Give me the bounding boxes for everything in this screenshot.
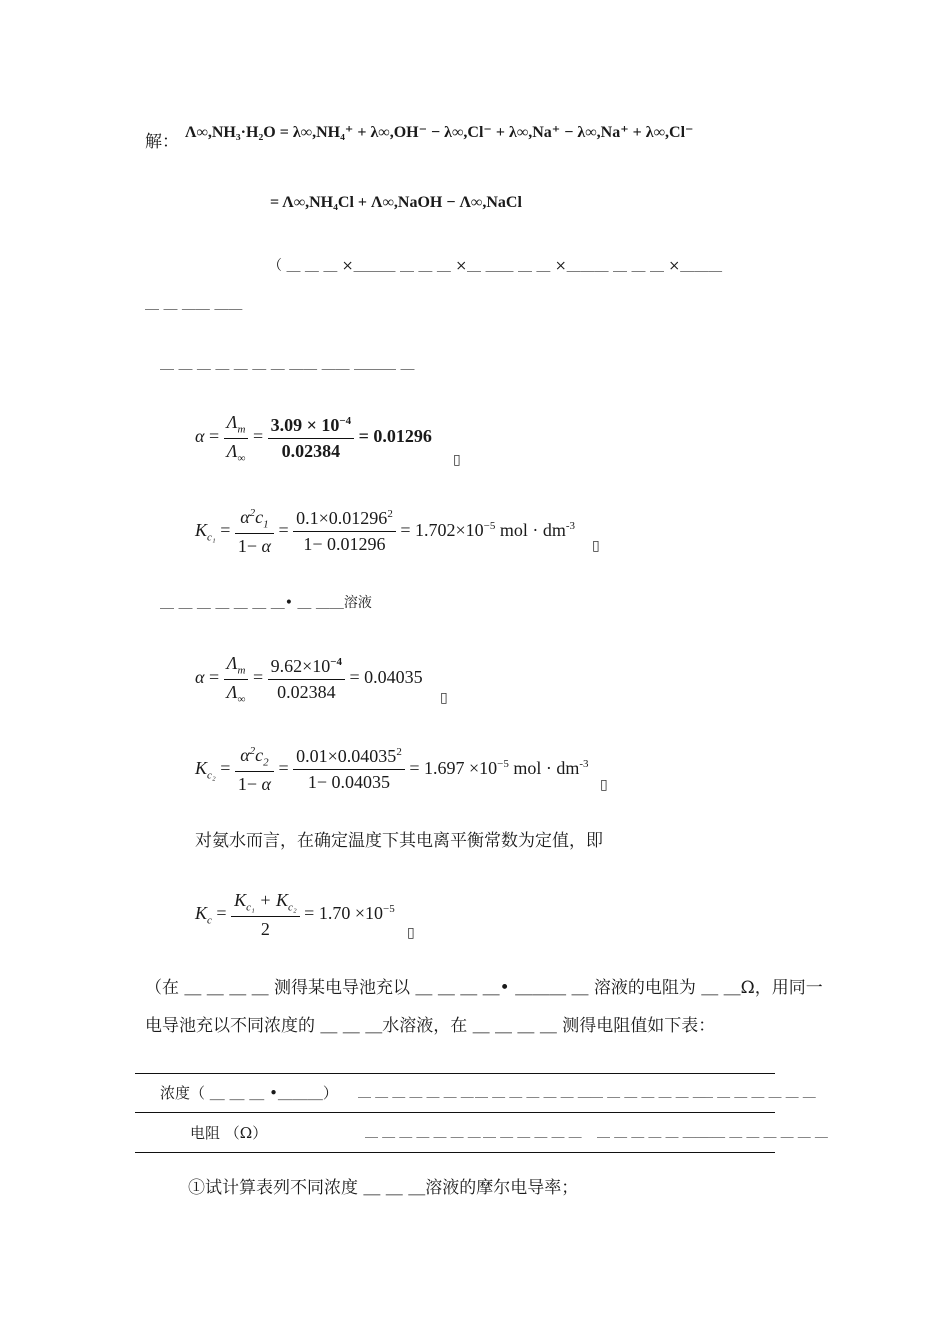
table-cell: ＿ ＿ ＿ ＿ ＿ ＿ ＿: [475, 1085, 591, 1100]
kc2-unit-exponent: -3: [579, 757, 589, 770]
ionization-constant-statement: 对氨水而言，在确定温度下其电离平衡常数为定值，即: [195, 831, 603, 851]
garbled-calculation-line-1: （ ＿ ＿ ＿ ×＿＿＿ ＿ ＿ ＿ ×＿ ＿＿ ＿ ＿ ×＿＿＿ ＿ ＿ ＿ ×＿＿＿: [268, 258, 723, 274]
paragraph-mark: ▯: [407, 925, 415, 941]
kc1-unit: mol · dm: [499, 519, 566, 540]
table-row-resistance-label: 电阻 （Ω）: [190, 1124, 268, 1142]
garbled-calculation-line-2: ＿ ＿ ＿＿ ＿＿: [145, 296, 243, 312]
alpha2-result: = 0.04035: [349, 667, 423, 688]
limiting-molar-conductivity-equation: Λ∞,NH₃·H₂O = λ∞,NH₄⁺ + λ∞,OH⁻ − λ∞,Cl⁻ + λ∞,Na⁺ − λ∞,Na⁺ + λ∞,Cl⁻: [185, 124, 694, 141]
alpha2-numerator-exponent: −4: [330, 655, 343, 668]
kc1-denominator: 1− 0.01296: [303, 534, 386, 555]
table-cell: ＿ ＿ ＿ ＿ ＿ ＿ ＿: [365, 1125, 481, 1140]
table-row-concentration-label: 浓度（ ＿ ＿ ＿ •＿＿＿）: [160, 1084, 338, 1102]
paragraph-mark: ▯: [592, 538, 600, 554]
kc2-unit: mol · dm: [513, 757, 580, 778]
kc1-numerator: 0.1×0.01296: [296, 508, 388, 529]
table-top-rule: [135, 1073, 775, 1074]
alpha2-numerator: 9.62×10: [270, 655, 331, 676]
table-cell: ＿ ＿ ＿ ＿ ＿ ＿ ＿ ＿: [695, 1125, 828, 1140]
alpha-equation-1: α = $\frac{\Lambda_m}{\Lambda_\infty}$ = $\frac{3.09 \times 10^{-4}}{0.02384}$ = 0.01296: [195, 412, 432, 465]
kc2-result: = 1.697 ×10: [409, 757, 498, 778]
kc2-denominator: 1− 0.04035: [307, 772, 391, 793]
kc2-exponent: −5: [497, 757, 509, 770]
alpha1-denominator: 0.02384: [281, 440, 341, 461]
alpha1-numerator: 3.09 × 10: [270, 414, 340, 435]
table-cell: ＿ ＿ ＿ ＿ ＿ ＿ ＿: [358, 1085, 474, 1100]
alpha1-numerator-exponent: −4: [339, 414, 352, 427]
kc1-exponent: −5: [483, 519, 496, 532]
table-cell: ＿ ＿ ＿ ＿ ＿ ＿ ＿: [597, 1125, 713, 1140]
paragraph-mark: ▯: [440, 690, 448, 706]
garbled-solution-line: ＿ ＿ ＿ ＿ ＿ ＿ ＿• ＿ ＿＿溶液: [160, 595, 372, 611]
kc2-numerator: 0.01×0.04035: [296, 746, 397, 767]
kc-average-result: = 1.70 ×10: [304, 902, 383, 923]
alpha1-result: = 0.01296: [358, 426, 432, 447]
table-middle-rule: [135, 1112, 775, 1113]
kc-average-equation: $K_c$ = $\frac{K_{c_1} + K_{c_2}}{2}$ = $1.70 \times 10^{-5}$: [195, 890, 395, 939]
kc-average-exponent: −5: [382, 902, 395, 915]
garbled-concentration-line: ＿ ＿ ＿ ＿ ＿ ＿ ＿ ＿＿ ＿＿ ＿＿＿ ＿: [160, 356, 415, 372]
paragraph-mark: ▯: [453, 452, 461, 468]
alpha-equation-2: α = $\frac{\Lambda_m}{\Lambda_\infty}$ = $\frac{9.62\times 10^{-4}}{0.02384}$ = 0.04035: [195, 653, 423, 706]
table-cell: ＿ ＿ ＿ ＿ ＿ ＿ ＿: [590, 1085, 706, 1100]
table-bottom-rule: [135, 1152, 775, 1153]
table-cell: ＿ ＿ ＿ ＿ ＿ ＿ ＿: [700, 1085, 816, 1100]
table-cell: ＿ ＿ ＿ ＿ ＿ ＿: [483, 1125, 582, 1140]
problem-statement-line-1: （在 ＿ ＿ ＿ ＿ 测得某电导池充以 ＿ ＿ ＿ ＿• ＿＿＿ ＿ 溶液的电阻为 ＿ ＿Ω，用同一: [145, 978, 823, 998]
kc1-unit-exponent: -3: [565, 519, 576, 532]
kc2-equation: $K_{c_2}$ = $\frac{\alpha^2c_2}{1- \alpha}$ = $\frac{0.01\times 0.04035^2}{1- 0.04035}$ = $1.697 \times 10^{-5}$ mol · $dm^{-3}$: [195, 745, 589, 794]
solution-label: 解：: [145, 132, 179, 152]
problem-statement-line-2: 电导池充以不同浓度的 ＿ ＿ ＿水溶液，在 ＿ ＿ ＿ ＿ 测得电阻值如下表：: [145, 1016, 716, 1036]
limiting-molar-conductivity-sum: = Λ∞,NH₄Cl + Λ∞,NaOH − Λ∞,NaCl: [270, 194, 522, 211]
alpha2-denominator: 0.02384: [277, 681, 336, 702]
kc1-equation: $K_{c_1}$ = $\frac{\alpha^2c_1}{1- \alpha}$ = $\frac{0.1\times 0.01296^2}{1- 0.01296}$ = $1.702\times 10^{-5}$ mol · $dm^{-3}$: [195, 507, 576, 556]
kc1-result: = 1.702×10: [400, 519, 484, 540]
question-1: ①试计算表列不同浓度 ＿ ＿ ＿溶液的摩尔电导率；: [188, 1178, 579, 1198]
paragraph-mark: ▯: [600, 777, 608, 793]
